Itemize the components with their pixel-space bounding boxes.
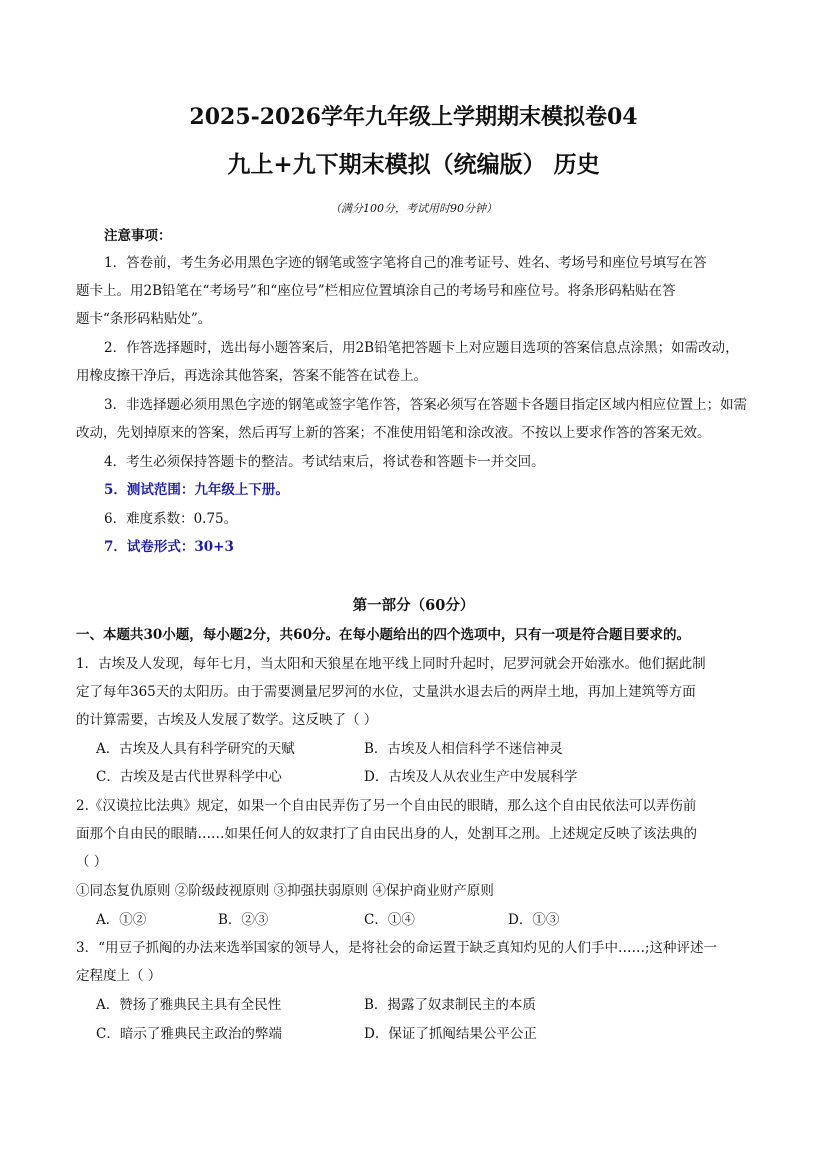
note-5-test-scope: 5．测试范围：九年级上下册。 bbox=[104, 482, 289, 498]
exam-title: 2025-2026学年九年级上学期期末模拟卷04 bbox=[189, 104, 638, 130]
q3-stem-line-1: 3．“用豆子抓阄的办法来选举国家的领导人，是将社会的命运置于缺乏真知灼见的人们手中……;这种评述一 bbox=[76, 940, 718, 956]
note-3-line-1: 3．非选择题必须用黑色字迹的钢笔或签字笔作答，答案必须写在答题卡各题目指定区域内相应位置上；如需 bbox=[104, 397, 748, 413]
q2-stem-line-2: 面那个自由民的眼睛……如果任何人的奴隶打了自由民出身的人，处割耳之刑。上述规定反映了该法典的 bbox=[76, 826, 697, 842]
note-7-format: 7．试卷形式：30+3 bbox=[104, 539, 234, 555]
q1-stem-line-2: 定了每年365天的太阳历。由于需要测量尼罗河的水位，丈量洪水退去后的两岸土地，再加上建筑等方面 bbox=[76, 684, 696, 700]
notes-heading: 注意事项： bbox=[104, 228, 172, 244]
q1-option-b: B．古埃及人相信科学不迷信神灵 bbox=[364, 741, 563, 757]
q3-option-c: C．暗示了雅典民主政治的弊端 bbox=[96, 1026, 282, 1042]
q3-option-a: A．赞扬了雅典民主具有全民性 bbox=[96, 997, 282, 1013]
q1-option-c: C．古埃及是古代世界科学中心 bbox=[96, 769, 282, 785]
q2-option-b: B．②③ bbox=[218, 912, 269, 928]
q2-stem-line-3: （ ） bbox=[76, 854, 108, 870]
exam-score-time: （满分100分，考试用时90分钟） bbox=[330, 202, 497, 215]
q1-option-d: D．古埃及人从农业生产中发展科学 bbox=[364, 769, 578, 785]
q1-option-a: A．古埃及人具有科学研究的天赋 bbox=[96, 741, 295, 757]
q3-stem-line-2: 定程度上（ ） bbox=[76, 968, 162, 984]
note-1-line-3: 题卡“条形码粘贴处”。 bbox=[76, 311, 212, 327]
note-2-line-1: 2．作答选择题时，选出每小题答案后，用2B铅笔把答题卡上对应题目选项的答案信息点涂黑；如需改动， bbox=[104, 340, 739, 356]
note-6-difficulty: 6．难度系数：0.75。 bbox=[104, 511, 238, 527]
q1-stem-line-1: 1．古埃及人发现，每年七月，当太阳和天狼星在地平线上同时升起时，尼罗河就会开始涨水。他们据此制 bbox=[76, 656, 706, 672]
note-2-line-2: 用橡皮擦干净后，再选涂其他答案，答案不能答在试卷上。 bbox=[76, 368, 427, 384]
section-instruction: 一、本题共30小题，每小题2分，共60分。在每小题给出的四个选项中，只有一项是符合题目要求的。 bbox=[76, 627, 690, 643]
q2-choices: ①同态复仇原则 ②阶级歧视原则 ③抑强扶弱原则 ④保护商业财产原则 bbox=[76, 883, 494, 899]
exam-subject-title: 九上+九下期末模拟（统编版） 历史 bbox=[227, 151, 600, 178]
section-title: 第一部分（60分） bbox=[352, 597, 475, 614]
q2-option-a: A．①② bbox=[96, 912, 147, 928]
q2-option-d: D．①③ bbox=[508, 912, 560, 928]
q2-option-c: C．①④ bbox=[364, 912, 415, 928]
q3-option-d: D．保证了抓阄结果公平公正 bbox=[364, 1026, 537, 1042]
q1-stem-line-3: 的计算需要，古埃及人发展了数学。这反映了（ ） bbox=[76, 712, 378, 728]
note-3-line-2: 改动，先划掉原来的答案，然后再写上新的答案；不准使用铅笔和涂改液。不按以上要求作答的答案无效。 bbox=[76, 425, 711, 441]
note-1-line-2: 题卡上。用2B铅笔在“考场号”和“座位号”栏相应位置填涂自己的考场号和座位号。将条形码粘贴在答 bbox=[76, 283, 676, 299]
q3-option-b: B．揭露了奴隶制民主的本质 bbox=[364, 997, 536, 1013]
note-4: 4．考生必须保持答题卡的整洁。考试结束后，将试卷和答题卡一并交回。 bbox=[104, 454, 545, 470]
note-1-line-1: 1．答卷前，考生务必用黑色字迹的钢笔或签字笔将自己的准考证号、姓名、考场号和座位号填写在答 bbox=[104, 255, 707, 271]
q2-stem-line-1: 2.《汉谟拉比法典》规定，如果一个自由民弄伤了另一个自由民的眼睛，那么这个自由民依法可以弄伤前 bbox=[76, 798, 697, 814]
